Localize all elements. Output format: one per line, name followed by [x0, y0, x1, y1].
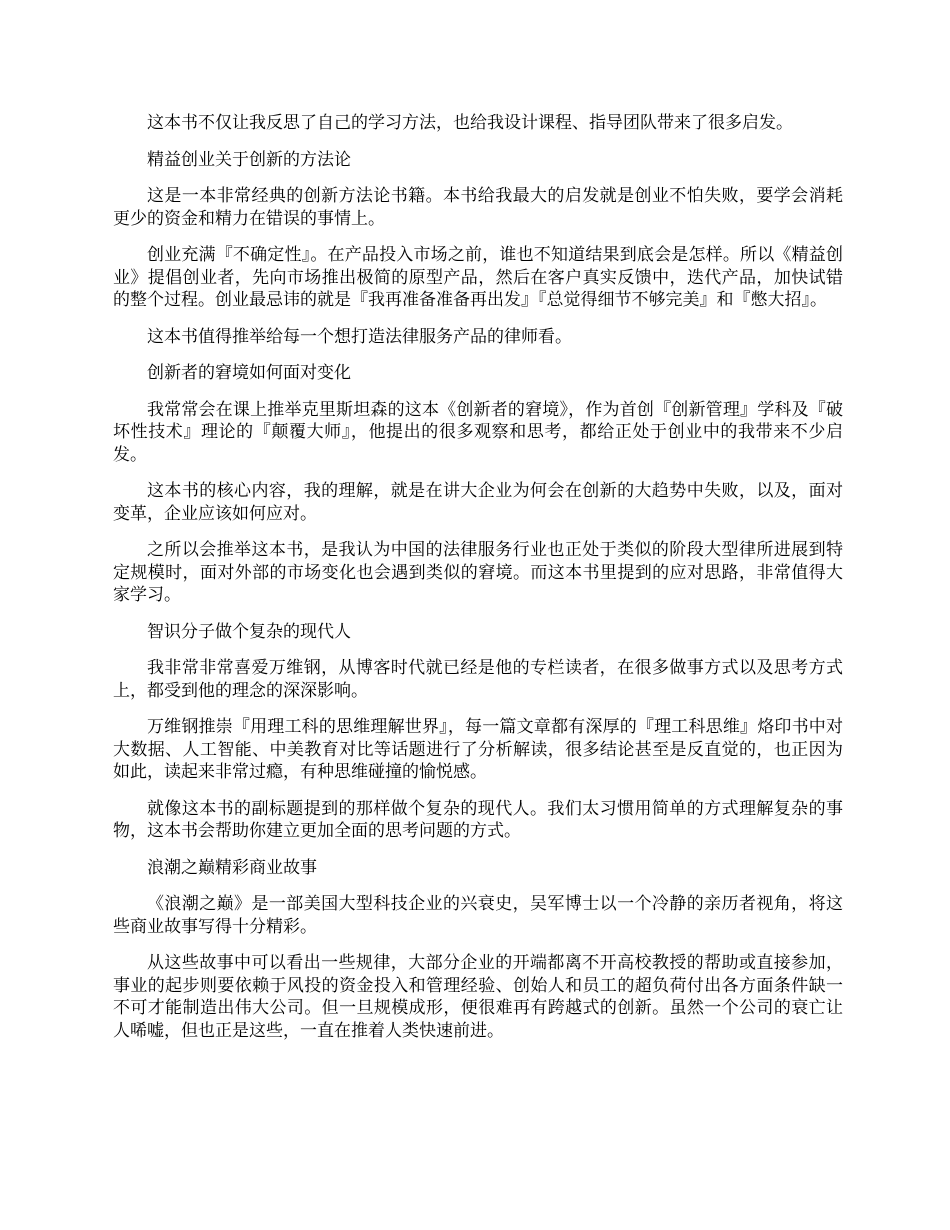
paragraph: 之所以会推举这本书，是我认为中国的法律服务行业也正处于类似的阶段大型律所进展到特定规模时，面对外部的市场变化也会遇到类似的窘境。而这本书里提到的应对思路，非常值得大家学习。	[113, 540, 843, 605]
paragraph: 《浪潮之巅》是一部美国大型科技企业的兴衰史，吴军博士以一个冷静的亲历者视角，将这些商业故事写得十分精彩。	[113, 894, 843, 937]
document-body	[113, 112, 843, 1056]
section-heading: 精益创业关于创新的方法论	[147, 149, 351, 170]
paragraph: 从这些故事中可以看出一些规律，大部分企业的开端都离不开高校教授的帮助或直接参加，事业的起步则要依赖于风投的资金投入和管理经验、创始人和员工的超负荷付出各方面条件缺一不可才能制造出伟大公司。但一旦规模成形，便很难再有跨越式的创新。虽然一个公司的衰亡让人唏嘘，但也正是这些，一直在推着人类快速前进。	[113, 953, 843, 1041]
paragraph: 这是一本非常经典的创新方法论书籍。本书给我最大的启发就是创业不怕失败，要学会消耗更少的资金和精力在错误的事情上。	[113, 186, 843, 229]
paragraph: 就像这本书的副标题提到的那样做个复杂的现代人。我们太习惯用简单的方式理解复杂的事物，这本书会帮助你建立更加全面的思考问题的方式。	[113, 798, 843, 841]
section-heading: 创新者的窘境如何面对变化	[147, 363, 351, 383]
paragraph: 创业充满『不确定性』。在产品投入市场之前，谁也不知道结果到底会是怎样。所以《精益创业》提倡创业者，先向市场推出极简的原型产品，然后在客户真实反馈中，迭代产品，加快试错的整个过程。创业最忌讳的就是『我再准备准备再出发』『总觉得细节不够完美』和『憋大招』。	[113, 245, 843, 310]
paragraph: 这本书的核心内容，我的理解，就是在讲大企业为何会在创新的大趋势中失败，以及，面对变革，企业应该如何应对。	[113, 481, 843, 524]
paragraph: 这本书值得推举给每一个想打造法律服务产品的律师看。	[147, 326, 572, 347]
paragraph: 我常常会在课上推举克里斯坦森的这本《创新者的窘境》，作为首创『创新管理』学科及『破坏性技术』理论的『颠覆大师』，他提出的很多观察和思考，都给正处于创业中的我带来不少启发。	[113, 399, 843, 465]
paragraph: 这本书不仅让我反思了自己的学习方法，也给我设计课程、指导团队带来了很多启发。	[147, 113, 793, 133]
section-heading: 浪潮之巅精彩商业故事	[147, 857, 317, 878]
paragraph: 万维钢推崇『用理工科的思维理解世界』，每一篇文章都有深厚的『理工科思维』烙印书中对大数据、人工智能、中美教育对比等话题进行了分析解读，很多结论甚至是反直觉的，也正因为如此，读起来非常过瘾，有种思维碰撞的愉悦感。	[113, 717, 843, 782]
section-heading: 智识分子做个复杂的现代人	[147, 621, 351, 642]
paragraph: 我非常非常喜爱万维钢，从博客时代就已经是他的专栏读者，在很多做事方式以及思考方式上，都受到他的理念的深深影响。	[113, 658, 843, 701]
